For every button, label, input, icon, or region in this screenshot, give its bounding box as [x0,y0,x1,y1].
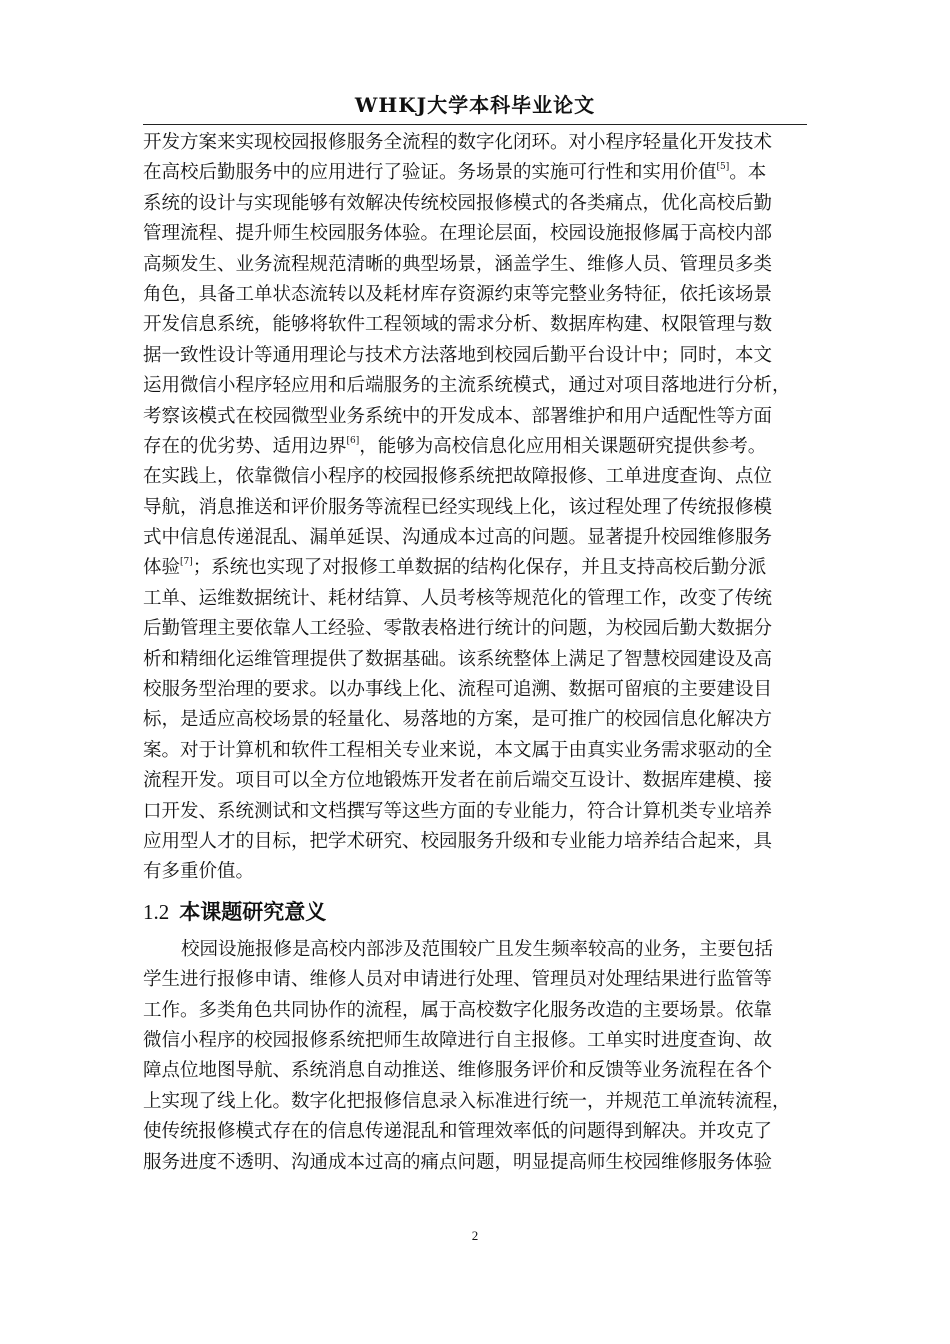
text-line: 使传统报修模式存在的信息传递混乱和管理效率低的问题得到解决。并攻克了 [143,1121,773,1143]
text-line: 考察该模式在校园微型业务系统中的开发成本、部署维护和用户适配性等方面 [143,405,773,427]
page-number: 2 [471,1228,479,1243]
text-line: 有多重价值。 [143,861,255,883]
text-line: 角色，具备工单状态流转以及耗材库存资源约束等完整业务特征，依托该场景 [143,283,773,305]
text-line: 服务进度不透明、沟通成本过高的痛点问题，明显提高师生校园维修服务体验 [143,1151,773,1173]
text-line: 校园设施报修是高校内部涉及范围较广且发生频率较高的业务，主要包括 [181,938,774,960]
header-rule [143,124,807,125]
text-segment: 在高校后勤服务中的应用进行了验证。务场景的实施可行性和实用价值 [143,162,717,184]
text-line: 应用型人才的目标，把学术研究、校园服务升级和专业能力培养结合起来，具 [143,830,773,852]
text-line [143,432,807,462]
text-line: 上实现了线上化。数字化把报修信息录入标准进行统一，并规范工单流转流程， [143,1090,791,1112]
section-number: 1.2 [143,899,170,924]
page-body [143,128,807,1178]
text-line [143,158,807,188]
text-line: 高频发生、业务流程规范清晰的典型场景，涵盖学生、维修人员、管理员多类 [143,253,773,275]
text-line: 导航，消息推送和评价服务等流程已经实现线上化，该过程处理了传统报修模 [143,496,773,518]
text-line: 工作。多类角色共同协作的流程，属于高校数字化服务改造的主要场景。依靠 [143,999,773,1021]
text-line: 据一致性设计等通用理论与技术方法落地到校园后勤平台设计中；同时，本文 [143,344,773,366]
section-heading [143,895,807,929]
text-segment: ；系统也实现了对报修工单数据的结构化保存，并且支持高校后勤分派 [192,557,767,579]
text-segment: 存在的优劣势、适用边界 [143,435,347,457]
paragraph-1 [143,128,807,462]
paragraph-3 [143,935,807,1178]
text-line: 障点位地图导航、系统消息自动推送、维修服务评价和反馈等业务流程在各个 [143,1060,773,1082]
text-line: 管理流程、提升师生校园服务体验。在理论层面，校园设施报修属于高校内部 [143,223,773,245]
text-line: 在实践上，依靠微信小程序的校园报修系统把故障报修、工单进度查询、点位 [143,466,773,488]
section-title: 本课题研究意义 [179,899,327,924]
text-line: 后勤管理主要依靠人工经验、零散表格进行统计的问题，为校园后勤大数据分 [143,618,773,640]
text-line: 开发信息系统，能够将软件工程领域的需求分析、数据库构建、权限管理与数 [143,314,773,336]
text-line: 析和精细化运维管理提供了数据基础。该系统整体上满足了智慧校园建设及高 [143,648,773,670]
text-line: 开发方案来实现校园报修服务全流程的数字化闭环。对小程序轻量化开发技术 [143,132,773,153]
text-line: 工单、运维数据统计、耗材结算、人员考核等规范化的管理工作，改变了传统 [143,587,773,609]
citation-marker: [7] [180,557,193,568]
text-line: 运用微信小程序轻应用和后端服务的主流系统模式，通过对项目落地进行分析， [143,375,791,397]
text-line: 微信小程序的校园报修系统把师生故障进行自主报修。工单实时进度查询、故 [143,1029,773,1051]
text-line: 式中信息传递混乱、漏单延误、沟通成本过高的问题。显著提升校园维修服务 [143,527,773,549]
text-line: 系统的设计与实现能够有效解决传统校园报修模式的各类痛点，优化高校后勤 [143,192,773,214]
citation-marker: [6] [346,435,360,446]
text-line: 案。对于计算机和软件工程相关专业来说，本文属于由真实业务需求驱动的全 [143,739,773,761]
text-segment: 。本 [729,162,767,184]
text-line: 口开发、系统测试和文档撰写等这些方面的专业能力，符合计算机类专业培养 [143,800,773,822]
text-line: 校服务型治理的要求。以办事线上化、流程可追溯、数据可留痕的主要建设目 [143,679,773,701]
running-header: WHKJ大学本科毕业论文 [354,93,596,117]
text-line [143,553,807,583]
citation-marker: [5] [716,162,730,173]
text-segment: 体验 [143,557,181,579]
text-line: 流程开发。项目可以全方位地锻炼开发者在前后端交互设计、数据库建模、接 [143,770,773,792]
text-line: 标，是适应高校场景的轻量化、易落地的方案，是可推广的校园信息化解决方 [143,709,773,731]
paragraph-2 [143,462,807,887]
text-segment: ，能够为高校信息化应用相关课题研究提供参考。 [359,435,767,457]
text-line: 学生进行报修申请、维修人员对申请进行处理、管理员对处理结果进行监管等 [143,969,773,991]
